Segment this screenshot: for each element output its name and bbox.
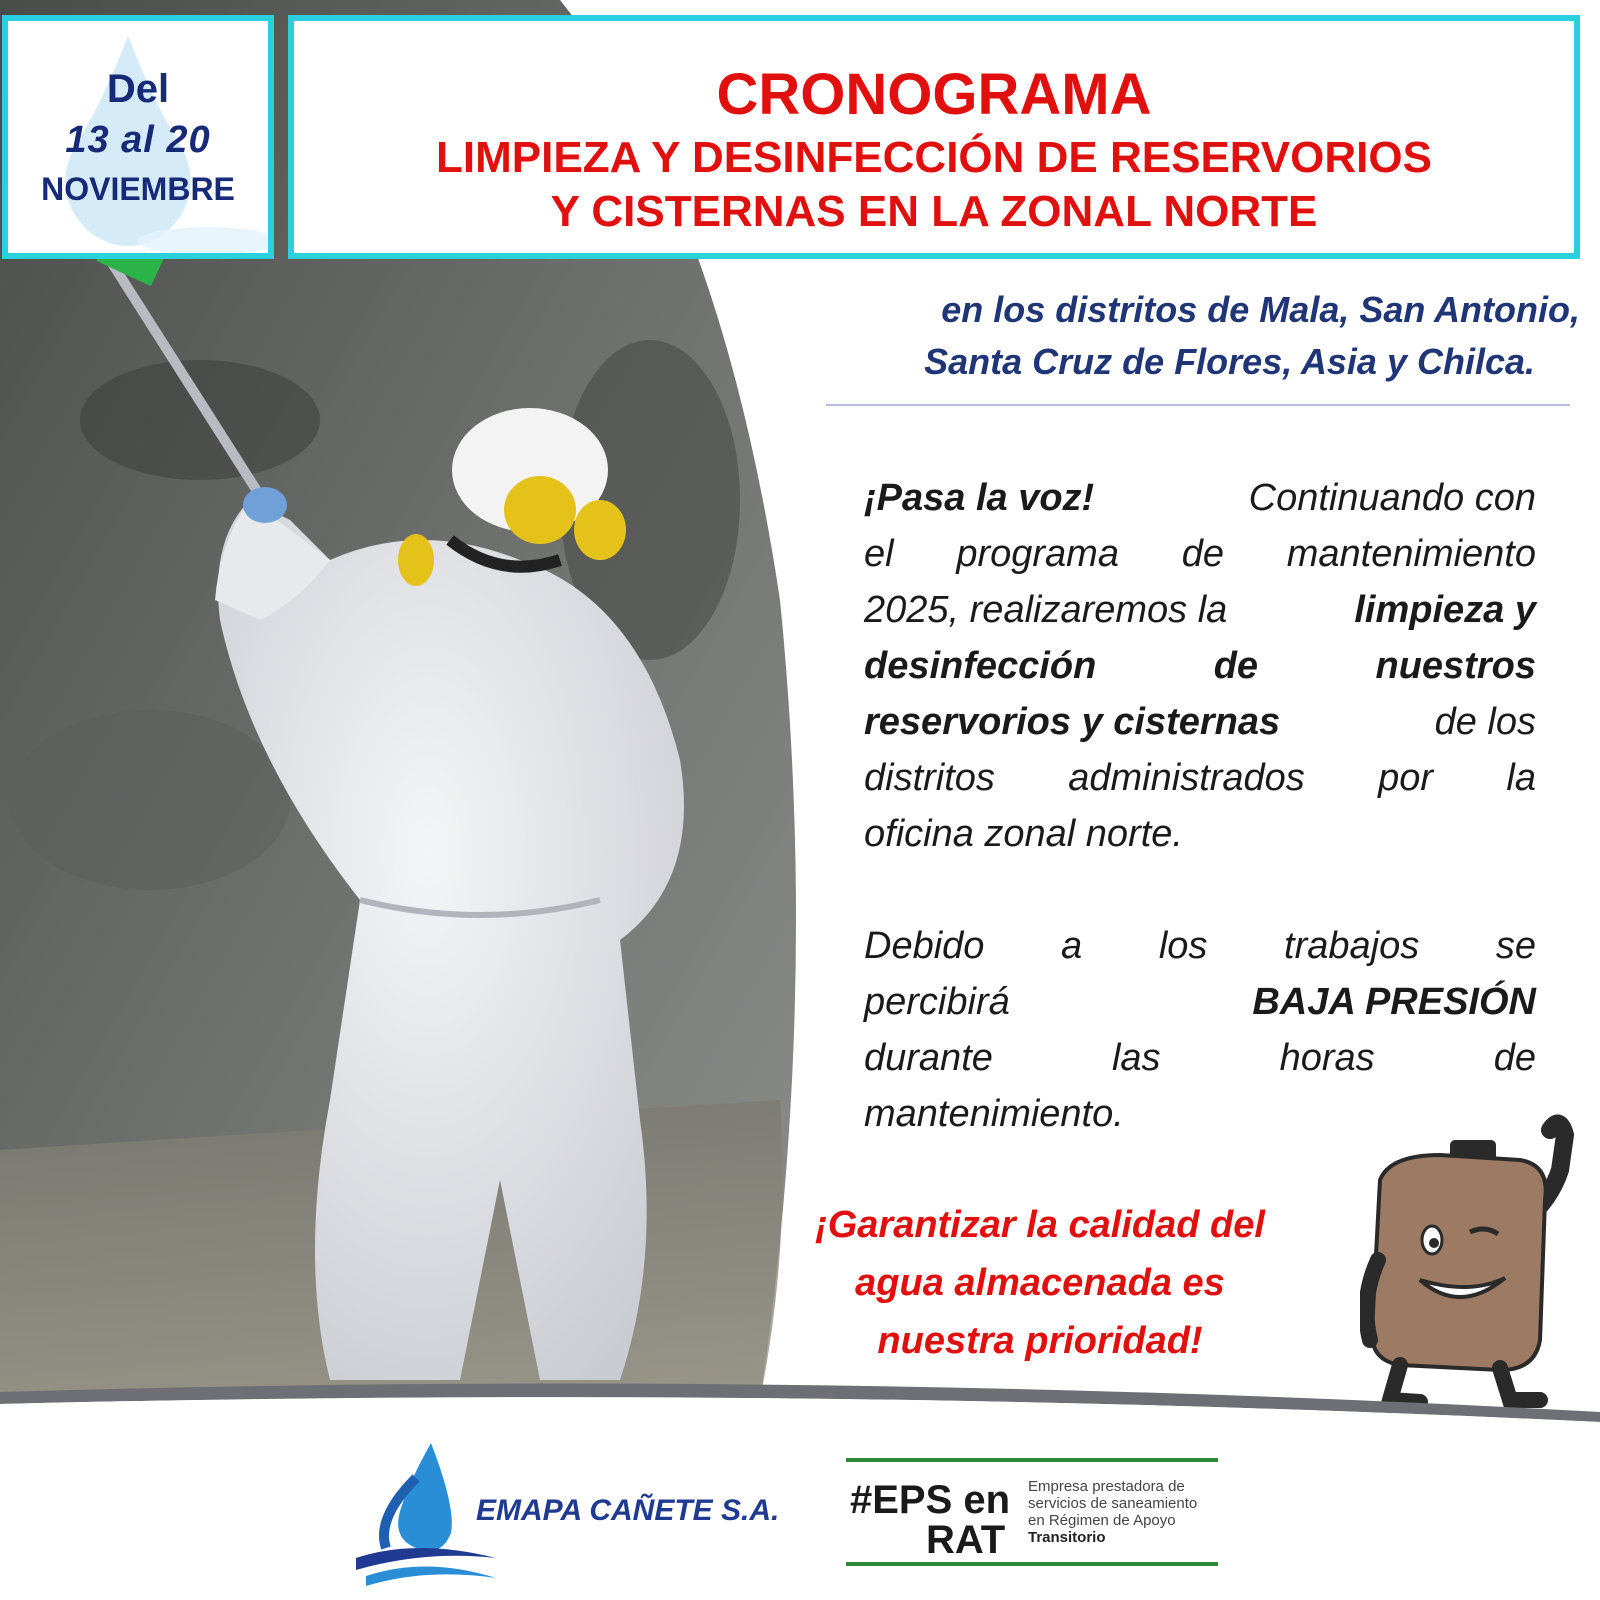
slogan-line-2: agua almacenada es xyxy=(855,1262,1225,1304)
word: distritos xyxy=(864,757,995,799)
word: durante xyxy=(864,1037,993,1079)
districts-line-2: Santa Cruz de Flores, Asia y Chilca. xyxy=(924,341,1535,382)
word: de xyxy=(1181,533,1224,575)
word: desinfección xyxy=(864,645,1097,687)
call-to-action: ¡Pasa la voz! xyxy=(864,477,1095,519)
low-pressure-label: BAJA PRESIÓN xyxy=(1252,981,1536,1023)
bottom-wave xyxy=(0,1378,1600,1600)
emapa-logo-text: EMAPA CAÑETE S.A. xyxy=(476,1494,780,1527)
date-prefix: Del xyxy=(106,67,170,111)
districts-text xyxy=(760,284,1580,388)
eps-line xyxy=(846,1458,1218,1462)
eps-desc-line: Empresa prestadora de xyxy=(1028,1478,1185,1495)
title-subline-1: LIMPIEZA Y DESINFECCIÓN DE RESERVORIOS xyxy=(436,133,1432,182)
word: mantenimiento xyxy=(1286,533,1536,575)
word: administrados xyxy=(1068,757,1305,799)
title-box xyxy=(288,15,1580,259)
eps-line xyxy=(846,1562,1218,1566)
date-month: NOVIEMBRE xyxy=(41,171,235,207)
word: por xyxy=(1378,757,1434,799)
page-title: CRONOGRAMA xyxy=(716,62,1152,127)
word: trabajos xyxy=(1284,925,1420,967)
para1-line xyxy=(864,750,1536,806)
para1-emphasis: reservorios y cisternas xyxy=(864,701,1281,743)
announcement-paragraph xyxy=(864,470,1536,862)
districts-line-1: en los distritos de Mala, San Antonio, xyxy=(941,289,1580,330)
word: los xyxy=(1158,925,1208,967)
para1-text: Continuando con xyxy=(1248,477,1536,519)
word: se xyxy=(1495,925,1536,967)
eps-hashtag: #EPS en xyxy=(850,1478,1011,1522)
title-subline-2: Y CISTERNAS EN LA ZONAL NORTE xyxy=(550,187,1318,236)
word: las xyxy=(1111,1037,1161,1079)
eps-rat-logo xyxy=(846,1458,1226,1566)
word: el xyxy=(864,533,894,575)
slogan-line-3: nuestra prioridad! xyxy=(877,1320,1203,1362)
para2-line: mantenimiento. xyxy=(864,1093,1124,1135)
word: nuestros xyxy=(1375,645,1536,687)
para2-line xyxy=(864,1030,1536,1086)
divider xyxy=(826,404,1570,406)
eps-desc-line: Transitorio xyxy=(1028,1529,1106,1546)
emapa-logo-icon xyxy=(356,1438,496,1588)
para2-text: percibirá xyxy=(864,981,1010,1023)
para2-line xyxy=(864,918,1536,974)
date-range: 13 al 20 xyxy=(65,119,211,161)
eps-rat: RAT xyxy=(926,1518,1006,1562)
word: de xyxy=(1213,645,1259,687)
slogan-line-1: ¡Garantizar la calidad del xyxy=(815,1204,1265,1246)
para1-text: de los xyxy=(1434,701,1536,743)
slogan xyxy=(760,1196,1320,1370)
para1-text: 2025, realizaremos la xyxy=(864,589,1228,631)
word: Debido xyxy=(864,925,985,967)
para1-line: oficina zonal norte. xyxy=(864,813,1183,855)
date-box xyxy=(2,15,274,259)
word: programa xyxy=(956,533,1119,575)
eps-desc-line: servicios de saneamiento xyxy=(1028,1495,1198,1512)
pressure-notice-paragraph xyxy=(864,918,1536,1142)
eps-description xyxy=(1028,1478,1197,1546)
para1-emphasis xyxy=(864,638,1536,694)
para1-emphasis: limpieza y xyxy=(1354,589,1536,631)
word: la xyxy=(1506,757,1536,799)
para1-line xyxy=(864,526,1536,582)
word: de xyxy=(1493,1037,1536,1079)
word: horas xyxy=(1279,1037,1375,1079)
word: a xyxy=(1061,925,1083,967)
water-container-mascot xyxy=(1360,1110,1580,1410)
eps-desc-line: en Régimen de Apoyo xyxy=(1028,1512,1176,1529)
